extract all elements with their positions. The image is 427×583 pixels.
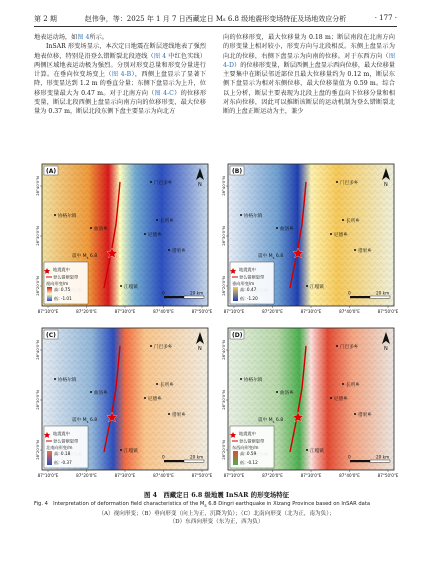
legend-low-value: 低: -1.20 xyxy=(240,296,258,301)
north-label: N xyxy=(384,182,388,188)
caption-english: Fig. 4 Interpretation of deformation field characteristics of the $M_s$ 6.8 Dingri earthquake in Xizang Province based on InSAR data xyxy=(34,501,371,510)
lat-tick-label: 28°30'0"N xyxy=(221,226,226,246)
lon-tick-label: 87°50'0"E xyxy=(377,473,399,478)
place-marker xyxy=(342,219,344,221)
epicenter-label-magnitude: 6.8 xyxy=(274,254,284,259)
place-marker xyxy=(354,413,356,415)
figure-4 xyxy=(34,162,400,484)
legend-colorbar xyxy=(233,451,238,465)
scale-bar-segment xyxy=(370,296,390,298)
legend-fault-label: 登么错断裂带 xyxy=(239,274,265,280)
lat-tick-label: 28°30'0"N xyxy=(35,390,40,410)
legend-epicenter-label: 地震震中 xyxy=(53,267,70,272)
epicenter-label-magnitude: 6.8 xyxy=(274,418,284,423)
place-label: 措果乡 xyxy=(172,249,186,254)
lon-tick-label: 87°30'0"E xyxy=(114,309,136,314)
scale-label: 20 km xyxy=(376,290,390,296)
scale-bar-segment xyxy=(184,296,204,298)
legend-epicenter-label: 地震震中 xyxy=(239,431,256,436)
map-panels xyxy=(35,164,399,478)
lon-tick-label: 87°50'0"E xyxy=(191,309,213,314)
place-label: 措果乡 xyxy=(358,249,372,254)
legend-high-value: 高: 0.47 xyxy=(240,287,257,292)
place-marker xyxy=(120,285,122,287)
place-marker xyxy=(342,383,344,385)
lon-tick-label: 87°10'0"E xyxy=(223,473,245,478)
place-label: 措果乡 xyxy=(172,413,186,418)
figure-reference-link[interactable]: 图 4-B xyxy=(111,71,132,79)
map-legend xyxy=(44,426,88,468)
place-label: 长所乡 xyxy=(160,219,174,224)
epicenter-label-magnitude: 6.8 xyxy=(88,418,98,423)
lon-tick-label: 87°40'0"E xyxy=(339,309,360,314)
place-label: 长所乡 xyxy=(346,383,360,388)
epicenter-label-text: 震中 M xyxy=(72,254,87,259)
place-label: 尼德乡 xyxy=(334,397,348,402)
place-label: 曲洛乡 xyxy=(280,227,294,232)
lon-tick-label: 87°50'0"E xyxy=(377,309,399,314)
place-label: 门巴多乡 xyxy=(340,345,359,350)
caption-subpanels-line2: （D）东西向形变（东为正，西为负） xyxy=(169,519,264,526)
place-label: 协格尔镇 xyxy=(58,214,77,219)
paragraph: InSAR 形变场显示，本次定日地震在断层迹线地表了强烈地表位移，特别是沿登么错断裂北段迹线（图 4 中红色实线）两侧区域地表运动极为强烈。分别对形变总量和形变分量进行计算。在垂向位变场变上（图 4-B），西侧上盘显示了显著下降，形变显达到 1.2 m 的垂直分量；东侧下盘显示为上升，位移形变量最大为 0.47 m。对于北南方向（图 4-C）的位移形变量，断层北段西侧上盘显示向南方向的位移形变，最大位移量为 0.37 m，断层北段东侧下盘主要显示为向北方 xyxy=(34,43,207,116)
place-label: 江嘎镇 xyxy=(310,285,324,290)
place-label: 门巴多乡 xyxy=(340,181,359,186)
map-panel-c xyxy=(35,328,213,478)
place-label: 措果乡 xyxy=(358,413,372,418)
place-label: 尼德乡 xyxy=(148,233,162,238)
lat-tick-label: 28°20'0"N xyxy=(221,276,226,296)
place-marker xyxy=(90,391,92,393)
place-marker xyxy=(144,233,146,235)
panel-letter: (D) xyxy=(232,332,243,339)
legend-low-value: 低: -0.12 xyxy=(240,460,258,465)
place-marker xyxy=(306,449,308,451)
lon-tick-label: 87°10'0"E xyxy=(37,473,59,478)
epicenter-label-magnitude: 6.8 xyxy=(88,254,98,259)
paragraph: 向的位移形变，最大位移量为 0.18 m；断层南段在北南方向的形变量上相对较小，形变方向与北段相反。东侧上盘显示为向北的位移，右侧下盘显示为向南的位移。对于东西方向（图 4-D）的位移形变量，断层西侧上盘显示西向位移，最大位移量主要集中在断层邻近部位且最大位移量约为 0.12 m，断层东侧下盘显示为相对东侧位移，最大位移量值为 0.59 m。综合以上分析，断层主要表现为北段上盘的垂直向下位移分量和相对东向位移，因此可以推断该断层的运动机制为登么错断裂北断的上盘正断运动为主，兼少 xyxy=(223,34,395,116)
north-label: N xyxy=(198,182,202,188)
scale-bar-segment xyxy=(350,296,370,298)
place-label: 协格尔镇 xyxy=(244,378,263,383)
legend-title: 视向形变/m xyxy=(46,281,69,286)
scale-zero-label: 0 xyxy=(348,454,351,460)
epicenter-label xyxy=(72,416,97,424)
caption-chinese: 图 4 西藏定日 6.8 级地震 InSAR 的形变场特征 xyxy=(143,491,290,499)
place-label: 曲洛乡 xyxy=(280,391,294,396)
place-label: 尼德乡 xyxy=(148,397,162,402)
epicenter-label-text: 震中 M xyxy=(258,254,273,259)
place-label: 江嘎镇 xyxy=(124,285,138,290)
legend-high-value: 高: 0.75 xyxy=(54,287,71,292)
place-label: 江嘎镇 xyxy=(124,449,138,454)
epicenter-label-text: 震中 M xyxy=(258,418,273,423)
page-number: · 177 · xyxy=(374,14,397,22)
figure-reference-link[interactable]: 图 4-D xyxy=(223,52,395,69)
legend-epicenter-label: 地震震中 xyxy=(53,431,70,436)
map-legend xyxy=(230,426,274,468)
place-marker xyxy=(144,397,146,399)
lat-tick-label: 28°40'0"N xyxy=(221,176,226,196)
lon-tick-label: 87°10'0"E xyxy=(223,309,245,314)
lon-tick-label: 87°30'0"E xyxy=(114,473,136,478)
epicenter-label xyxy=(72,252,97,260)
epicenter-label xyxy=(258,416,283,424)
running-title: 赵伟争，等：2025 年 1 月 7 日西藏定日 Ms 6.8 级地震形变场特征及场地效应分析 xyxy=(84,15,347,23)
lon-tick-label: 87°20'0"E xyxy=(262,473,283,478)
figure-4-maps xyxy=(34,162,400,484)
legend-fault-label: 登么错断裂带 xyxy=(53,274,79,280)
place-marker xyxy=(336,181,338,183)
running-header xyxy=(34,14,397,27)
place-marker xyxy=(156,383,158,385)
lon-tick-label: 87°10'0"E xyxy=(37,309,59,314)
lat-tick-label: 28°40'0"N xyxy=(35,176,40,196)
place-marker xyxy=(330,233,332,235)
map-panel-d xyxy=(221,328,399,478)
place-marker xyxy=(354,249,356,251)
place-marker xyxy=(306,285,308,287)
figure-reference-link[interactable]: 图 4 xyxy=(77,34,90,41)
legend-title: 北南向形变/m xyxy=(46,445,73,450)
place-marker xyxy=(330,397,332,399)
epicenter-label-subscript: s xyxy=(86,256,89,260)
figure-reference-link[interactable]: 图 4-C xyxy=(154,89,174,97)
scale-label: 20 km xyxy=(190,454,204,460)
map-legend xyxy=(230,262,274,304)
epicenter-label-subscript: s xyxy=(86,420,89,424)
place-label: 门巴多乡 xyxy=(154,181,173,186)
epicenter-label xyxy=(258,252,283,260)
lat-tick-label: 28°30'0"N xyxy=(221,390,226,410)
legend-high-value: 高: 0.59 xyxy=(240,451,257,456)
epicenter-label-subscript: s xyxy=(272,420,275,424)
epicenter-label-subscript: s xyxy=(272,256,275,260)
north-label: N xyxy=(384,346,388,352)
map-legend xyxy=(44,262,88,304)
map-panel-a xyxy=(35,164,213,314)
epicenter-label-text: 震中 M xyxy=(72,418,87,423)
paragraph: 地表运动场，如图 4所示。 xyxy=(34,34,108,41)
place-marker xyxy=(150,345,152,347)
place-label: 协格尔镇 xyxy=(58,378,77,383)
lon-tick-label: 87°20'0"E xyxy=(262,309,283,314)
lon-tick-label: 87°20'0"E xyxy=(76,473,97,478)
place-label: 曲洛乡 xyxy=(94,391,108,396)
legend-title: 垂向形变/m xyxy=(232,281,255,286)
lon-tick-label: 87°50'0"E xyxy=(191,473,213,478)
place-label: 协格尔镇 xyxy=(244,214,263,219)
legend-epicenter-label: 地震震中 xyxy=(239,267,256,272)
north-label: N xyxy=(198,346,202,352)
legend-title: 东西向形变/m xyxy=(232,445,259,450)
body-column-left xyxy=(34,33,206,117)
lon-tick-label: 87°40'0"E xyxy=(153,309,174,314)
place-marker xyxy=(150,181,152,183)
panel-letter: (C) xyxy=(46,332,56,339)
figure-caption xyxy=(34,490,399,526)
lon-tick-label: 87°30'0"E xyxy=(300,309,322,314)
lat-tick-label: 28°20'0"N xyxy=(221,440,226,460)
place-marker xyxy=(120,449,122,451)
place-label: 尼德乡 xyxy=(334,233,348,238)
legend-colorbar xyxy=(233,287,238,301)
lon-tick-label: 87°40'0"E xyxy=(339,473,360,478)
place-label: 江嘎镇 xyxy=(310,449,324,454)
scale-label: 20 km xyxy=(190,290,204,296)
lon-tick-label: 87°20'0"E xyxy=(76,309,97,314)
place-label: 门巴多乡 xyxy=(154,345,173,350)
lat-tick-label: 28°30'0"N xyxy=(35,226,40,246)
place-marker xyxy=(336,345,338,347)
lat-tick-label: 28°20'0"N xyxy=(35,276,40,296)
place-marker xyxy=(168,249,170,251)
scale-bar-segment xyxy=(370,460,390,462)
scale-zero-label: 0 xyxy=(162,454,165,460)
place-marker xyxy=(54,378,56,380)
place-marker xyxy=(168,413,170,415)
scale-label: 20 km xyxy=(376,454,390,460)
place-marker xyxy=(156,219,158,221)
scale-bar-segment xyxy=(184,460,204,462)
place-marker xyxy=(54,214,56,216)
scale-bar-segment xyxy=(164,296,184,298)
place-marker xyxy=(276,391,278,393)
legend-colorbar xyxy=(47,451,52,465)
place-marker xyxy=(90,227,92,229)
place-label: 长所乡 xyxy=(160,383,174,388)
figure-reference-link[interactable]: 图 4 xyxy=(153,52,167,60)
legend-fault-label: 登么错断裂带 xyxy=(239,438,265,444)
place-label: 长所乡 xyxy=(346,219,360,224)
place-marker xyxy=(240,378,242,380)
issue-number: 第 2 期 xyxy=(34,15,57,23)
lon-tick-label: 87°40'0"E xyxy=(153,473,174,478)
legend-low-value: 低: -0.37 xyxy=(54,460,72,465)
scale-zero-label: 0 xyxy=(162,290,165,296)
scale-bar-segment xyxy=(164,460,184,462)
panel-letter: (A) xyxy=(46,168,57,175)
panel-letter: (B) xyxy=(232,168,243,175)
place-marker xyxy=(276,227,278,229)
legend-high-value: 高: 0.18 xyxy=(54,451,71,456)
lon-tick-label: 87°30'0"E xyxy=(300,473,322,478)
legend-colorbar xyxy=(47,287,52,301)
lat-tick-label: 28°20'0"N xyxy=(35,440,40,460)
place-marker xyxy=(240,214,242,216)
lat-tick-label: 28°40'0"N xyxy=(35,340,40,360)
scale-bar-segment xyxy=(350,460,370,462)
legend-low-value: 低: -1.01 xyxy=(54,296,72,301)
legend-fault-label: 登么错断裂带 xyxy=(53,438,79,444)
body-column-right xyxy=(223,33,395,117)
scale-zero-label: 0 xyxy=(348,290,351,296)
caption-subpanels-line1: （A）视向形变；（B）垂向形变（向上为正，沉降为负）；（C）北南向形变（北为正，南为负）； xyxy=(98,511,335,518)
map-panel-b xyxy=(221,164,399,314)
lat-tick-label: 28°40'0"N xyxy=(221,340,226,360)
place-label: 曲洛乡 xyxy=(94,227,108,232)
